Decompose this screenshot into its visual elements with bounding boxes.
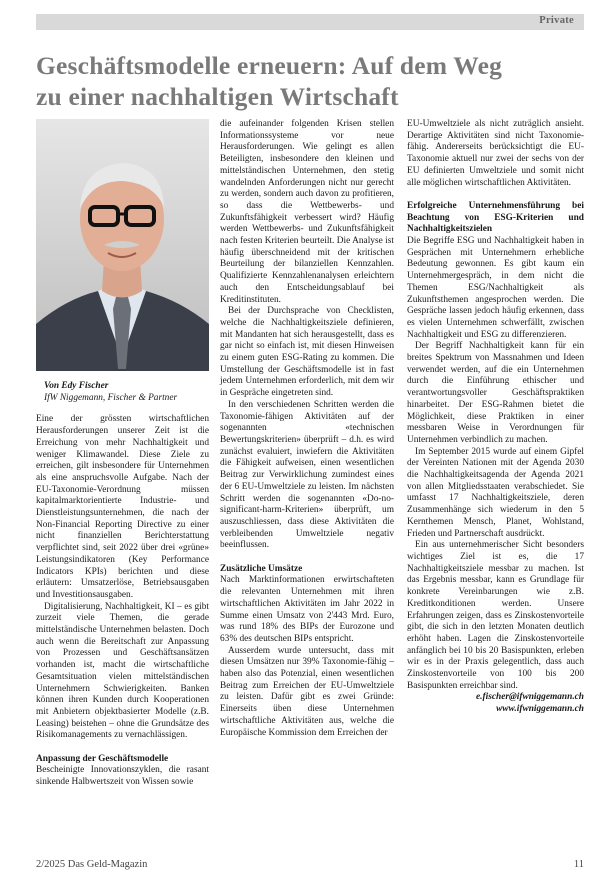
column-3 xyxy=(407,119,584,716)
paragraph: Digitalisierung, Nachhaltigkeit, KI – es gibt zurzeit viele Themen, die gerade mittelständische Unternehmen belasten. Doch auch wenn die Bereitschaft zur Anpassung von Prozessen und Geschäftsansätzen vorhanden ist, macht die wirtschaftliche Gesamtsituation vielen mittelständischen Unternehmern Schwierigkeiten. Banken können ihren Kunden durch Kooperationen mit Anbietern objektbasierter Modelle (z.B. Leasing) beistehen – ohne die Grundsätze des Risikomanagements zu vernachlässigen. xyxy=(36,601,209,741)
author-portrait-icon xyxy=(36,119,209,371)
author-website[interactable]: www.ifwniggemann.ch xyxy=(496,704,584,715)
headline-line-1: Geschäftsmodelle erneuern: Auf dem Weg xyxy=(36,51,503,80)
paragraph: Nach Marktinformationen erwirtschafteten die relevanten Unternehmen mit ihren wirtschaftlichen Aktivitäten im Jahr 2022 in Summe einen Umsatz von 2'443 Mrd. Euro, was rund 18% des BIPs der Eurozone und 63% des deutschen BIPs entspricht. xyxy=(220,575,394,644)
paragraph: EU-Umweltziele als nicht zuträglich ansieht. Derartige Aktivitäten sind nicht Taxonomie-fähig. Andererseits berücksichtigt die EU-Taxonomie aktuell nur zwei der sechs von der EU definierten Umweltziele und somit nicht alle möglichen wirtschaftlichen Aktivitäten. xyxy=(407,119,584,188)
paragraph: Ein aus unternehmerischer Sicht besonders wichtiges Ziel ist es, die 17 Nachhaltigkeitsziele messbar zu machen. Ist das Ergebnis messbar, kann es Grundlage für konkrete Vereinbarungen wie z.B. Kreditkonditionen werden. Unsere Erfahrungen zeigen, dass es Zinskostenvorteile gibt, die sich in den letzten Monaten deutlich erhöht haben. Lagen die Zinskostenvorteile anfänglich bei 10 bis 20 Basispunkten, erleben wir es in der Praxis gelegentlich, dass auch Zinskostenvorteile von 100 bis 200 Basispunkten erreichbar sind. xyxy=(407,540,584,691)
headline-line-2: zu einer nachhaltigen Wirtschaft xyxy=(36,82,399,111)
paragraph: Bescheinigte Innovationszyklen, die rasant sinkende Halbwertszeit von Wissen sowie xyxy=(36,765,209,788)
section-label: Private xyxy=(539,15,574,26)
subheading: Erfolgreiche Unternehmensführung bei Beachtung von ESG-Kriterien und Nachhaltigkeitszielen xyxy=(407,200,584,235)
subheading: Zusätzliche Umsätze xyxy=(220,563,303,574)
author-affiliation: IfW Niggemann, Fischer & Partner xyxy=(44,392,178,403)
paragraph: Die Begriffe ESG und Nachhaltigkeit haben in Gesprächen mit Unternehmern erhebliche Bedeutung gewonnen. Es gibt kaum ein Unternehmergespräch, in dem nicht die Themen ESG/Nachhaltigkeit als Zukunftsthemen angesprochen werden. Die Gespräche lassen jedoch häufig erkennen, dass es vielen Unternehmen schwerfällt, zwischen Nachhaltigkeit und ESG zu differenzieren. xyxy=(407,236,584,340)
section-bar xyxy=(36,14,584,30)
author-email[interactable]: e.fischer@ifwniggemann.ch xyxy=(476,692,584,703)
column-1 xyxy=(36,119,209,789)
paragraph: Ausserdem wurde untersucht, dass mit diesen Umsätzen nur 39% Taxonomie-fähig – haben also das Potenzial, einen wesentlichen Beitrag zum Erreichen der EU-Umweltziele zu leisten. Dafür gibt es zwei Gründe: Einerseits üben diese Unternehmen wirtschaftliche Aktivitäten aus, welche die Europäische Kommission dem Erreichen der xyxy=(220,645,394,738)
issue-label: 2/2025 Das Geld-Magazin xyxy=(36,859,148,870)
page-number: 11 xyxy=(573,859,584,870)
paragraph: In den verschiedenen Schritten werden die Taxonomie-fähigen Aktivitäten auf der sogenannten «technischen Bewertungskriterien» überprüft – d.h. es wird zunächst evaluiert, inwiefern die Aktivitäten die Fähigkeit aufweisen, einen wesentlichen Beitrag zur Verwirklichung zumindest eines der 6 EU-Umweltziele zu leisten. Im nächsten Schritt werden die sogenannten «Do-no-significant-harm-Kriterien» überprüft, um auszuschliessen, dass diese Aktivitäten die verbleibenden Umweltziele negativ beeinflussen. xyxy=(220,399,394,551)
paragraph: Im September 2015 wurde auf einem Gipfel der Vereinten Nationen mit der Agenda 2030 die Nachhaltigkeitsagenda der Agenda 2021 von allen Mitgliedsstaaten verabschiedet. Sie umfasst 17 Nachhaltigkeitsziele, deren Zusammenhänge sich wiederum in den 5 Kernthemen Mensch, Planet, Wohlstand, Frieden und Partnerschaft ausdrückt. xyxy=(407,446,584,539)
paragraph: die aufeinander folgenden Krisen stellen Informationssysteme vor neue Herausforderungen. Wie gelingt es allen Beteiligten, insbesondere den kleinen und mittelständischen Unternehmen, den stetig wandelnden Anforderungen nicht nur gerecht zu werden, sondern auch davon zu profitieren, so dass die Wettbewerbs- und Zukunftsfähigkeit verbessert wird? Häufig werden Wettbewerbs- und Zukunftsfähigkeit nach festen Kriterien beurteilt. Die Analyse ist häufig überschneidend mit der kritischen Beurteilung der bilanziellen Kennzahlen. Qualifizierte Kennzahlenanalysen erleichtern auch den Entscheidungsablauf bei Kreditinstituten. xyxy=(220,119,394,305)
paragraph: Bei der Durchsprache von Checklisten, welche die Nachhaltigkeitsziele definieren, mit Mandanten hat sich herausgestellt, dass es gar nicht so einfach ist, mit diesen Hinweisen zu einem guten ESG-Rating zu kommen. Die Umstellung der Geschäftsmodelle ist in fast jedem Unternehmen erforderlich, mit dem wir in Gespräche eingetreten sind. xyxy=(220,306,394,399)
article-headline xyxy=(36,50,584,112)
paragraph: Eine der grössten wirtschaftlichen Herausforderungen unserer Zeit ist die Erreichung von mehr Nachhaltigkeit und weniger Klimawandel. Diese Ziele zu erreichen, gilt insbesondere für Unternehmen als eine anspruchsvolle Aufgabe. Nach der EU-Taxonomie-Verordnung müssen kapitalmarktorientierte Industrie- und Dienstleistungsunternehmen, die nach der Non-Financial Reporting Directive zu einer nicht finanziellen Berichterstattung verpflichtet sind, seit 2022 über drei «grüne» Leistungsindikatoren (Key Performance Indicators KPIs) berichten und diese erläutern: Umsatzerlöse, Betriebsausgaben und Investitionsausgaben. xyxy=(36,414,209,600)
paragraph: Der Begriff Nachhaltigkeit kann für ein breites Spektrum von Massnahmen und Ideen verwendet werden, auf die ein Unternehmen durch die Einführung ethischer und verantwortungsvoller Geschäftspraktiken hinarbeitet. Der ESG-Rahmen bietet die Möglichkeit, diese Praktiken in einer messbaren Weise in Verordnungen für Unternehmen verbindlich zu machen. xyxy=(407,341,584,445)
author-name: Von Edy Fischer xyxy=(44,381,109,391)
author-photo xyxy=(36,119,209,371)
column-2 xyxy=(220,119,394,739)
subheading: Anpassung der Geschäftsmodelle xyxy=(36,753,169,764)
